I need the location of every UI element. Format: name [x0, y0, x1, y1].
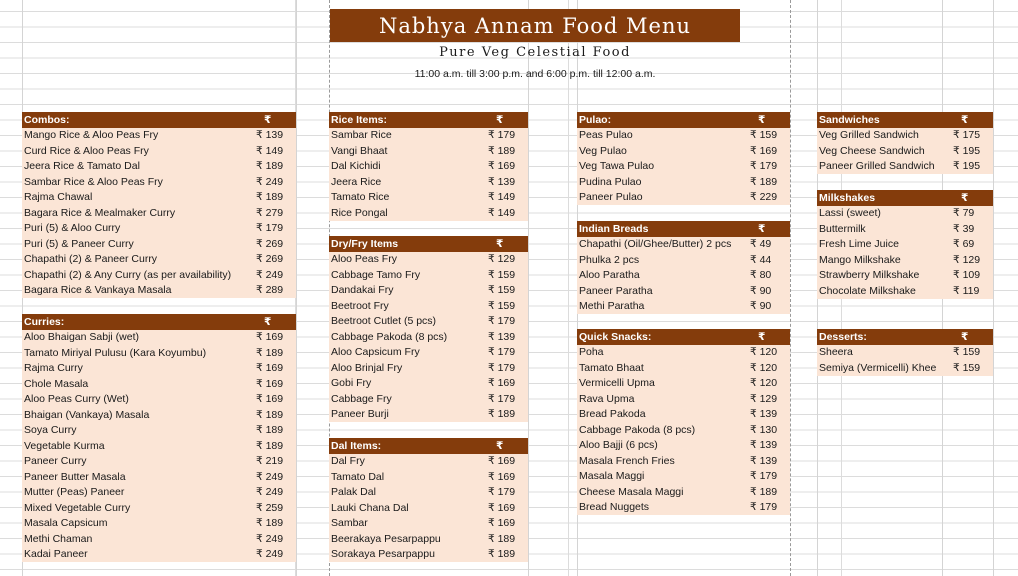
menu-item-price: ₹ 289 — [256, 284, 284, 297]
menu-item-row — [329, 485, 528, 501]
menu-item-row — [329, 360, 528, 376]
section-heading: Dal Items: — [331, 439, 382, 452]
menu-item-row — [329, 329, 528, 345]
menu-item-price: ₹ 179 — [256, 222, 284, 235]
menu-item-name: Gobi Fry — [331, 377, 372, 390]
menu-item-name: Rice Pongal — [331, 206, 388, 219]
currency-symbol: ₹ — [496, 237, 504, 250]
menu-item-price: ₹ 219 — [256, 455, 284, 468]
menu-item-row — [817, 360, 993, 376]
menu-item-price: ₹ 139 — [488, 330, 516, 343]
menu-item-price: ₹ 44 — [750, 253, 772, 266]
menu-item-price: ₹ 139 — [750, 439, 778, 452]
menu-item-price: ₹ 189 — [750, 485, 778, 498]
section-header — [577, 221, 790, 237]
menu-item-row — [577, 268, 790, 284]
menu-item-row — [577, 500, 790, 516]
menu-item-row — [329, 252, 528, 268]
menu-item-price: ₹ 149 — [256, 144, 284, 157]
menu-item-price: ₹ 179 — [488, 346, 516, 359]
menu-item-name: Sorakaya Pesarpappu — [331, 548, 435, 561]
menu-item-name: Tamato Miriyal Pulusu (Kara Koyumbu) — [24, 346, 207, 359]
menu-item-name: Cabbage Pakoda (8 pcs) — [331, 330, 448, 343]
menu-item-name: Paneer Grilled Sandwich — [819, 160, 935, 173]
menu-item-row — [577, 484, 790, 500]
menu-item-price: ₹ 189 — [488, 548, 516, 561]
menu-item-row — [329, 190, 528, 206]
menu-item-name: Aloo Peas Fry — [331, 253, 397, 266]
menu-item-name: Veg Cheese Sandwich — [819, 144, 925, 157]
menu-item-name: Strawberry Milkshake — [819, 269, 920, 282]
menu-item-row — [329, 454, 528, 470]
menu-item-price: ₹ 39 — [953, 222, 975, 235]
menu-item-row — [817, 143, 993, 159]
menu-item-price: ₹ 120 — [750, 346, 778, 359]
menu-item-name: Kadai Paneer — [24, 548, 88, 561]
currency-symbol: ₹ — [758, 113, 766, 126]
menu-item-name: Mutter (Peas) Paneer — [24, 486, 125, 499]
menu-item-name: Sambar Rice & Aloo Peas Fry — [24, 175, 163, 188]
menu-item-row — [329, 531, 528, 547]
menu-item-name: Aloo Paratha — [579, 269, 640, 282]
currency-symbol: ₹ — [264, 113, 272, 126]
menu-item-name: Jeera Rice — [331, 175, 382, 188]
menu-item-name: Puri (5) & Aloo Curry — [24, 222, 121, 235]
menu-item-name: Rajma Curry — [24, 362, 83, 375]
menu-item-price: ₹ 80 — [750, 269, 772, 282]
menu-item-row — [22, 143, 296, 159]
menu-subtitle: Pure Veg Celestial Food — [439, 45, 631, 60]
menu-item-name: Veg Tawa Pulao — [579, 160, 655, 173]
menu-item-price: ₹ 69 — [953, 238, 975, 251]
menu-item-row — [329, 283, 528, 299]
menu-item-price: ₹ 249 — [256, 548, 284, 561]
menu-item-name: Aloo Capsicum Fry — [331, 346, 420, 359]
section-heading: Quick Snacks: — [579, 330, 652, 343]
menu-item-price: ₹ 139 — [750, 454, 778, 467]
menu-item-row — [817, 237, 993, 253]
menu-item-row — [22, 236, 296, 252]
menu-item-price: ₹ 149 — [488, 206, 516, 219]
menu-item-row — [22, 174, 296, 190]
menu-item-row — [577, 469, 790, 485]
menu-item-price: ₹ 189 — [256, 408, 284, 421]
menu-item-row — [22, 345, 296, 361]
menu-item-price: ₹ 279 — [256, 206, 284, 219]
section-header — [817, 190, 993, 206]
menu-item-row — [22, 547, 296, 563]
currency-symbol: ₹ — [758, 330, 766, 343]
section-heading: Rice Items: — [331, 113, 388, 126]
section-heading: Sandwiches — [819, 113, 880, 126]
menu-item-name: Chole Masala — [24, 377, 89, 390]
menu-item-row — [329, 205, 528, 221]
menu-item-name: Methi Chaman — [24, 532, 93, 545]
section-heading: Desserts: — [819, 330, 867, 343]
section-dry-fry-items — [329, 236, 528, 422]
menu-item-name: Cabbage Fry — [331, 392, 392, 405]
section-heading: Milkshakes — [819, 191, 876, 204]
menu-item-row — [22, 205, 296, 221]
menu-item-row — [22, 159, 296, 175]
menu-item-row — [329, 391, 528, 407]
menu-item-price: ₹ 249 — [256, 486, 284, 499]
menu-item-name: Chapathi (2) & Paneer Curry — [24, 253, 158, 266]
menu-item-price: ₹ 189 — [256, 517, 284, 530]
currency-symbol: ₹ — [496, 113, 504, 126]
section-header — [817, 329, 993, 345]
menu-item-price: ₹ 120 — [750, 377, 778, 390]
currency-symbol: ₹ — [496, 439, 504, 452]
menu-item-name: Fresh Lime Juice — [819, 238, 899, 251]
menu-item-price: ₹ 139 — [256, 129, 284, 142]
menu-item-row — [329, 298, 528, 314]
menu-item-name: Curd Rice & Aloo Peas Fry — [24, 144, 149, 157]
menu-item-price: ₹ 179 — [488, 486, 516, 499]
menu-item-price: ₹ 159 — [488, 299, 516, 312]
menu-item-row — [22, 190, 296, 206]
menu-item-name: Paneer Butter Masala — [24, 470, 126, 483]
menu-item-row — [577, 453, 790, 469]
menu-item-price: ₹ 189 — [256, 346, 284, 359]
section-dal-items — [329, 438, 528, 562]
menu-item-name: Puri (5) & Paneer Curry — [24, 237, 134, 250]
menu-item-name: Soya Curry — [24, 424, 77, 437]
menu-item-row — [577, 345, 790, 361]
menu-item-price: ₹ 79 — [953, 207, 975, 220]
menu-item-name: Beetroot Fry — [331, 299, 389, 312]
menu-item-row — [577, 252, 790, 268]
menu-item-name: Bread Pakoda — [579, 408, 646, 421]
menu-item-name: Buttermilk — [819, 222, 866, 235]
menu-item-price: ₹ 169 — [488, 160, 516, 173]
menu-item-price: ₹ 129 — [488, 253, 516, 266]
menu-item-row — [22, 454, 296, 470]
menu-item-price: ₹ 169 — [488, 470, 516, 483]
currency-symbol: ₹ — [961, 191, 969, 204]
menu-item-row — [22, 128, 296, 144]
section-combos — [22, 112, 296, 298]
menu-item-price: ₹ 169 — [256, 393, 284, 406]
menu-item-row — [577, 190, 790, 206]
section-heading: Combos: — [24, 113, 70, 126]
menu-item-row — [22, 283, 296, 299]
menu-item-row — [577, 438, 790, 454]
menu-item-price: ₹ 269 — [256, 237, 284, 250]
menu-item-row — [329, 143, 528, 159]
menu-item-name: Paneer Paratha — [579, 284, 653, 297]
menu-item-price: ₹ 179 — [750, 501, 778, 514]
menu-item-name: Bagara Rice & Vankaya Masala — [24, 284, 172, 297]
menu-item-name: Paneer Burji — [331, 408, 389, 421]
menu-item-price: ₹ 189 — [488, 532, 516, 545]
menu-item-name: Sambar Rice — [331, 129, 392, 142]
menu-item-row — [329, 547, 528, 563]
menu-item-name: Aloo Bhaigan Sabji (wet) — [24, 331, 139, 344]
menu-item-price: ₹ 139 — [488, 175, 516, 188]
menu-item-name: Methi Paratha — [579, 300, 645, 313]
menu-item-name: Veg Pulao — [579, 144, 627, 157]
menu-item-price: ₹ 169 — [488, 517, 516, 530]
menu-item-price: ₹ 169 — [256, 362, 284, 375]
menu-item-name: Tamato Bhaat — [579, 361, 644, 374]
menu-item-row — [329, 500, 528, 516]
section-header — [577, 329, 790, 345]
menu-item-row — [22, 438, 296, 454]
menu-item-name: Masala Maggi — [579, 470, 645, 483]
menu-item-name: Vermicelli Upma — [579, 377, 655, 390]
menu-item-row — [817, 221, 993, 237]
menu-item-price: ₹ 169 — [488, 501, 516, 514]
section-curries — [22, 314, 296, 562]
menu-item-price: ₹ 195 — [953, 144, 981, 157]
opening-hours: 11:00 a.m. till 3:00 p.m. and 6:00 p.m. till 12:00 a.m. — [414, 68, 656, 80]
menu-item-name: Beerakaya Pesarpappu — [331, 532, 441, 545]
menu-item-name: Paneer Pulao — [579, 191, 643, 204]
menu-item-row — [22, 361, 296, 377]
menu-item-row — [329, 128, 528, 144]
menu-item-price: ₹ 129 — [750, 392, 778, 405]
menu-item-row — [22, 423, 296, 439]
menu-item-name: Rajma Chawal — [24, 191, 93, 204]
menu-item-price: ₹ 109 — [953, 269, 981, 282]
menu-item-row — [817, 159, 993, 175]
menu-item-row — [329, 174, 528, 190]
menu-item-row — [817, 252, 993, 268]
section-heading: Dry/Fry Items — [331, 237, 399, 250]
menu-item-row — [22, 376, 296, 392]
menu-item-name: Rava Upma — [579, 392, 635, 405]
menu-item-price: ₹ 119 — [953, 284, 980, 297]
menu-item-row — [577, 360, 790, 376]
menu-item-row — [22, 500, 296, 516]
menu-item-price: ₹ 269 — [256, 253, 284, 266]
menu-item-price: ₹ 179 — [750, 160, 778, 173]
menu-item-row — [817, 268, 993, 284]
currency-symbol: ₹ — [961, 330, 969, 343]
section-desserts — [817, 329, 993, 376]
menu-item-name: Bread Nuggets — [579, 501, 650, 514]
menu-item-name: Dal Kichidi — [331, 160, 381, 173]
menu-item-price: ₹ 189 — [256, 160, 284, 173]
menu-item-price: ₹ 249 — [256, 175, 284, 188]
menu-item-price: ₹ 90 — [750, 300, 772, 313]
menu-item-price: ₹ 129 — [953, 253, 981, 266]
menu-item-name: Vangi Bhaat — [331, 144, 388, 157]
section-quick-snacks — [577, 329, 790, 515]
menu-item-price: ₹ 169 — [488, 455, 516, 468]
menu-item-name: Paneer Curry — [24, 455, 87, 468]
menu-item-price: ₹ 130 — [750, 423, 778, 436]
menu-item-name: Dal Fry — [331, 455, 365, 468]
menu-item-name: Vegetable Kurma — [24, 439, 105, 452]
menu-item-price: ₹ 90 — [750, 284, 772, 297]
menu-item-name: Tamato Rice — [331, 191, 390, 204]
menu-item-price: ₹ 179 — [750, 470, 778, 483]
menu-item-name: Masala French Fries — [579, 454, 675, 467]
section-sandwiches — [817, 112, 993, 174]
menu-item-price: ₹ 159 — [953, 361, 981, 374]
menu-item-name: Veg Grilled Sandwich — [819, 129, 919, 142]
menu-item-row — [329, 376, 528, 392]
menu-item-row — [577, 237, 790, 253]
section-milkshakes — [817, 190, 993, 299]
menu-item-row — [22, 407, 296, 423]
menu-item-price: ₹ 249 — [256, 532, 284, 545]
menu-item-price: ₹ 49 — [750, 238, 772, 251]
menu-item-name: Chapathi (Oil/Ghee/Butter) 2 pcs — [579, 238, 732, 251]
menu-item-name: Aloo Brinjal Fry — [331, 361, 403, 374]
section-heading: Pulao: — [579, 113, 612, 126]
menu-item-price: ₹ 169 — [256, 377, 284, 390]
menu-item-price: ₹ 169 — [256, 331, 284, 344]
menu-item-name: Beetroot Cutlet (5 pcs) — [331, 315, 437, 328]
menu-item-row — [577, 174, 790, 190]
menu-item-row — [577, 128, 790, 144]
menu-item-name: Poha — [579, 346, 604, 359]
currency-symbol: ₹ — [961, 113, 969, 126]
menu-item-row — [817, 128, 993, 144]
menu-item-row — [22, 469, 296, 485]
currency-symbol: ₹ — [758, 222, 766, 235]
menu-item-price: ₹ 189 — [256, 424, 284, 437]
menu-item-name: Pudina Pulao — [579, 175, 642, 188]
section-header — [577, 112, 790, 128]
menu-item-price: ₹ 179 — [488, 392, 516, 405]
menu-item-name: Chapathi (2) & Any Curry (as per availability) — [24, 268, 232, 281]
menu-item-name: Cabbage Pakoda (8 pcs) — [579, 423, 696, 436]
section-heading: Indian Breads — [579, 222, 649, 235]
menu-item-price: ₹ 149 — [488, 191, 516, 204]
menu-item-name: Lassi (sweet) — [819, 207, 881, 220]
menu-item-name: Bhaigan (Vankaya) Masala — [24, 408, 150, 421]
menu-item-price: ₹ 120 — [750, 361, 778, 374]
menu-item-price: ₹ 169 — [488, 377, 516, 390]
section-header — [817, 112, 993, 128]
menu-item-name: Cabbage Tamo Fry — [331, 268, 421, 281]
menu-item-row — [577, 407, 790, 423]
menu-item-price: ₹ 189 — [750, 175, 778, 188]
menu-item-name: Phulka 2 pcs — [579, 253, 640, 266]
menu-item-name: Mango Milkshake — [819, 253, 901, 266]
menu-item-name: Masala Capsicum — [24, 517, 108, 530]
menu-item-row — [22, 267, 296, 283]
menu-item-price: ₹ 189 — [256, 439, 284, 452]
menu-item-row — [577, 159, 790, 175]
menu-item-price: ₹ 159 — [750, 129, 778, 142]
menu-item-row — [817, 345, 993, 361]
menu-item-row — [577, 391, 790, 407]
menu-item-price: ₹ 179 — [488, 361, 516, 374]
menu-item-name: Tamato Dal — [331, 470, 385, 483]
section-header — [22, 314, 296, 330]
menu-item-name: Aloo Peas Curry (Wet) — [24, 393, 129, 406]
menu-item-row — [817, 283, 993, 299]
menu-item-price: ₹ 249 — [256, 470, 284, 483]
menu-item-name: Dandakai Fry — [331, 284, 394, 297]
currency-symbol: ₹ — [264, 315, 272, 328]
menu-item-name: Sambar — [331, 517, 368, 530]
menu-item-price: ₹ 189 — [488, 408, 516, 421]
menu-item-row — [22, 330, 296, 346]
menu-item-row — [329, 345, 528, 361]
menu-item-row — [329, 407, 528, 423]
menu-item-row — [817, 206, 993, 222]
menu-item-name: Palak Dal — [331, 486, 376, 499]
menu-item-price: ₹ 169 — [750, 144, 778, 157]
menu-item-row — [329, 516, 528, 532]
section-pulao — [577, 112, 790, 205]
menu-item-row — [22, 221, 296, 237]
section-heading: Curries: — [24, 315, 65, 328]
menu-item-price: ₹ 159 — [953, 346, 981, 359]
menu-item-name: Chocolate Milkshake — [819, 284, 916, 297]
menu-item-row — [577, 422, 790, 438]
menu-item-row — [577, 376, 790, 392]
menu-item-price: ₹ 159 — [488, 268, 516, 281]
menu-item-price: ₹ 189 — [488, 144, 516, 157]
menu-item-price: ₹ 139 — [750, 408, 778, 421]
menu-item-price: ₹ 179 — [488, 315, 516, 328]
section-header — [329, 112, 528, 128]
menu-item-price: ₹ 259 — [256, 501, 284, 514]
menu-item-row — [577, 143, 790, 159]
menu-item-name: Jeera Rice & Tamato Dal — [24, 160, 140, 173]
menu-item-name: Lauki Chana Dal — [331, 501, 409, 514]
menu-item-row — [577, 299, 790, 315]
menu-item-name: Semiya (Vermicelli) Khee — [819, 361, 937, 374]
menu-item-name: Cheese Masala Maggi — [579, 485, 684, 498]
menu-item-row — [329, 314, 528, 330]
menu-item-price: ₹ 179 — [488, 129, 516, 142]
menu-item-name: Peas Pulao — [579, 129, 633, 142]
menu-item-price: ₹ 159 — [488, 284, 516, 297]
menu-item-row — [22, 252, 296, 268]
section-rice-items — [329, 112, 528, 221]
menu-item-price: ₹ 195 — [953, 160, 981, 173]
menu-item-price: ₹ 229 — [750, 191, 778, 204]
menu-item-row — [329, 469, 528, 485]
menu-item-row — [329, 159, 528, 175]
menu-item-row — [22, 392, 296, 408]
menu-item-price: ₹ 249 — [256, 268, 284, 281]
menu-item-row — [577, 283, 790, 299]
menu-item-row — [22, 485, 296, 501]
menu-item-name: Bagara Rice & Mealmaker Curry — [24, 206, 176, 219]
menu-item-row — [22, 516, 296, 532]
section-header — [22, 112, 296, 128]
section-header — [329, 236, 528, 252]
menu-item-price: ₹ 175 — [953, 129, 981, 142]
menu-title: Nabhya Annam Food Menu — [330, 9, 740, 42]
menu-item-name: Mango Rice & Aloo Peas Fry — [24, 129, 159, 142]
section-indian-breads — [577, 221, 790, 314]
menu-item-name: Mixed Vegetable Curry — [24, 501, 131, 514]
menu-item-price: ₹ 189 — [256, 191, 284, 204]
menu-item-row — [22, 531, 296, 547]
menu-item-name: Aloo Bajji (6 pcs) — [579, 439, 658, 452]
menu-item-row — [329, 267, 528, 283]
section-header — [329, 438, 528, 454]
menu-item-name: Sheera — [819, 346, 853, 359]
